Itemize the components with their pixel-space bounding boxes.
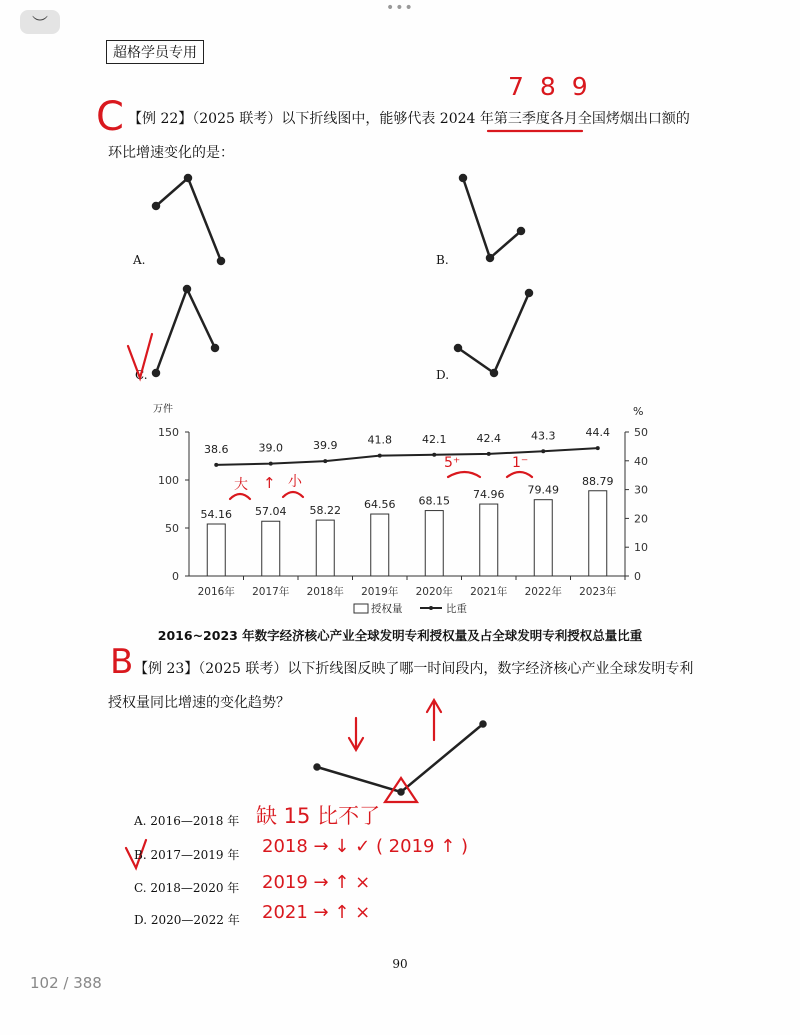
y-axis-right-label: % (633, 405, 644, 418)
y-tick-label-left: 100 (158, 474, 179, 487)
line-data-label: 39.0 (258, 441, 283, 455)
bar (371, 514, 389, 576)
y-tick-label-left: 150 (158, 426, 179, 439)
y-tick-label-right: 0 (634, 570, 641, 583)
line-data-label: 44.4 (585, 426, 610, 440)
line-point (432, 453, 436, 457)
q23-option-b[interactable]: B. 2017—2019 年 (134, 848, 240, 862)
x-tick-label: 2017年 (252, 586, 290, 598)
answer-mark-q23: B (110, 642, 134, 682)
y-tick-label-right: 40 (634, 454, 648, 468)
q23-option-a[interactable]: A. 2016—2018 年 (134, 814, 240, 828)
x-tick-label: 2021年 (470, 586, 508, 598)
bar (589, 491, 607, 576)
x-tick-label: 2018年 (306, 586, 344, 598)
chevron-down-icon: ︶ (31, 13, 48, 33)
q22-option-c-figure (153, 286, 218, 376)
q23-option-c[interactable]: C. 2018—2020 年 (134, 881, 240, 895)
q23-option-d[interactable]: D. 2020—2022 年 (134, 913, 240, 927)
line-data-label: 41.8 (367, 433, 392, 447)
chart-curve-mark-3 (448, 472, 480, 477)
line-data-label: 42.1 (422, 432, 447, 446)
line-data-label: 38.6 (204, 442, 229, 456)
q23-text: 【例 23】（2025 联考）以下折线图反映了哪一时间段内，数字经济核心产业全球发明专利 (134, 661, 694, 677)
x-tick-label: 2022年 (524, 586, 562, 598)
legend-line-point (429, 606, 433, 610)
bar (534, 500, 552, 576)
line-point (378, 454, 382, 458)
line-point (596, 446, 600, 450)
q23-figure (315, 722, 486, 795)
q22-option-b[interactable]: B. (436, 253, 449, 267)
months-note: 7 8 9 (508, 72, 592, 101)
arrow-up-figure (427, 700, 441, 740)
line-data-label: 39.9 (313, 439, 338, 453)
note-option-c: 2019 → ↑ × (262, 872, 371, 893)
more-options-icon[interactable]: ••• (386, 0, 414, 16)
q22-text-line2: 环比增速变化的是： (108, 145, 234, 161)
bar (480, 504, 498, 576)
line-point (541, 449, 545, 453)
note-option-d: 2021 → ↑ × (262, 902, 371, 923)
checkmark-q22 (128, 334, 152, 378)
bar-data-label: 79.49 (527, 483, 559, 497)
chart-mark-up: ↑ (263, 474, 276, 492)
chart-curve-mark-4 (507, 472, 532, 477)
bar (316, 520, 334, 576)
bar-data-label: 64.56 (364, 498, 396, 512)
legend-bar-label: 授权量 (371, 603, 403, 615)
answer-mark-q22: C (96, 94, 124, 140)
line-point (323, 459, 327, 463)
bar-data-label: 58.22 (309, 504, 341, 518)
q22-option-b-figure (460, 175, 524, 261)
header-tag: 超格学员专用 (106, 40, 204, 64)
chart-mark-5plus: 5⁺ (444, 455, 461, 471)
handwriting-strokes (126, 131, 582, 868)
arrow-down-figure (349, 718, 363, 750)
y-tick-label-left: 50 (165, 522, 179, 535)
y-tick-label-right: 20 (634, 512, 648, 526)
line-point (487, 452, 491, 456)
chart-mark-small: 小 (288, 474, 302, 490)
bar (207, 524, 225, 576)
line-data-label: 42.4 (476, 431, 501, 445)
line-data-label: 43.3 (531, 429, 556, 443)
bar (262, 521, 280, 576)
note-option-a: 缺 15 比不了 (256, 804, 381, 828)
q22-option-d-figure (455, 290, 532, 376)
chart-title: 2016~2023 年数字经济核心产业全球发明专利授权量及占全球发明专利授权总量比重 (157, 628, 643, 643)
note-option-b: 2018 → ↓ ✓ ( 2019 ↑ ) (262, 836, 469, 857)
x-tick-label: 2019年 (361, 586, 399, 598)
chart-curve-mark-1 (230, 494, 250, 499)
line-point (269, 462, 273, 466)
y-axis-left-label: 万件 (153, 404, 173, 415)
y-tick-label-right: 10 (634, 541, 648, 555)
chart-mark-1minus: 1⁻ (512, 455, 529, 471)
chart-mark-big: 大 (234, 477, 248, 493)
chart-curve-mark-2 (283, 492, 303, 497)
bar-data-label: 88.79 (582, 474, 614, 488)
q23-text-line2: 授权量同比增速的变化趋势？ (108, 695, 290, 711)
bar (425, 511, 443, 576)
x-tick-label: 2020年 (415, 586, 453, 598)
patent-chart (153, 402, 648, 615)
legend-line-label: 比重 (446, 603, 467, 615)
bar-data-label: 57.04 (255, 505, 287, 519)
q22-option-c[interactable]: C. (135, 368, 148, 382)
y-tick-label-right: 30 (634, 483, 648, 497)
line-point (214, 463, 218, 467)
x-tick-label: 2016年 (197, 586, 235, 598)
q22-option-a-figure (153, 175, 224, 264)
bar-data-label: 74.96 (473, 488, 505, 502)
q22-option-a[interactable]: A. (133, 253, 146, 267)
legend-bar-swatch (354, 604, 368, 613)
page-number: 90 (392, 957, 408, 971)
bar-data-label: 54.16 (200, 508, 232, 522)
q22-option-d[interactable]: D. (436, 368, 450, 382)
page-counter: 102 / 388 (30, 974, 102, 992)
x-tick-label: 2023年 (579, 586, 617, 598)
bar-data-label: 68.15 (418, 494, 450, 508)
y-tick-label-right: 50 (634, 426, 648, 439)
y-tick-label-left: 0 (172, 570, 179, 583)
q22-text: 【例 22】（2025 联考）以下折线图中，能够代表 2024 年第三季度各月全国烤烟出口额的 (128, 111, 690, 127)
